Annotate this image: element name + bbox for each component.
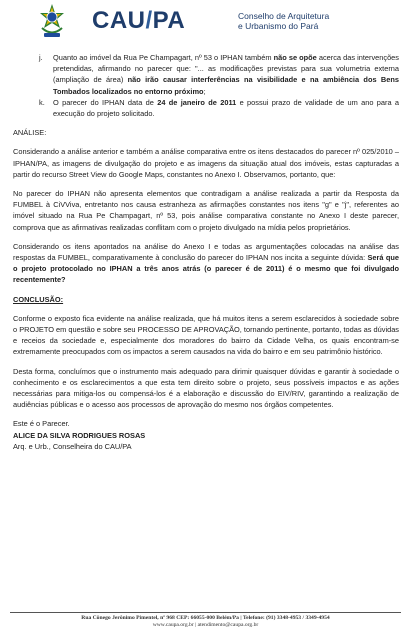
conclusao-heading: CONCLUSÃO: [13, 294, 64, 304]
closing-text: Este é o Parecer. [13, 419, 70, 429]
footer: Rua Cônego Jerônimo Pimentel, nº 968 CEP: 66055-000 Belém/Pa | Telefone: (91) 3348-4953 / 3349-4954 www.caupa.org.br | atendimento@caupa.org.br [81, 615, 330, 628]
council-name: Conselho de Arquitetura e Urbanismo do Pará [238, 11, 330, 31]
paragraph: Considerando os itens apontados na análise do Anexo I e todas as argumentações colocadas na análise das respostas da FUMBEL, comparativamente à conclusão do parecer do IPHAN nos incita a seguinte dúvida: Será que o projeto protocolado no IPHAN a três anos atrás (o parecer é de 2011) é o mesmo que foi divulgado recentemente? [13, 241, 399, 285]
paragraph: Desta forma, concluímos que o instrumento mais adequado para dirimir quaisquer dúvidas e garantir à sociedade o conhecimento e os esclarecimentos a que esta tem direito sobre o projeto, seus possíveis impactos e as ações necessárias para mitiga-los ou compensá-los é a elaboração e discussão do EIV/RIV, garantindo a realização de audiências públicas e o acesso aos processos de aprovação do mesmo nos órgãos competentes. [13, 366, 399, 410]
paragraph: Considerando a análise anterior e também a análise comparativa entre os itens destacados do parecer nº 025/2010 – IPHAN/PA, as imagens de divulgação do projeto e as imagens da situação atual dos imóveis, estas capturadas a partir do recurso Street View do Google Maps, constantes no Anexo I. Observamos, portanto, que: [13, 147, 399, 179]
brazil-coat-of-arms-icon [36, 4, 68, 40]
signature-role: Arq. e Urb., Conselheira do CAU/PA [13, 441, 132, 451]
list-item: k. O parecer do IPHAN data de 24 de janeiro de 2011 e possui prazo de validade de um ano para a execução do projeto solicitado. [39, 97, 399, 119]
paragraph: No parecer do IPHAN não apresenta elementos que contradigam a análise realizada a partir da Resposta da FUMBEL à CiVViva, entretanto nos causa estranheza as afirmações constantes nos itens "g" e "j", referentes ao imóvel situado na Rua Pe Champagart, nº 53, pois análise comparativa constante no Anexo I deste parecer, comprova que as afirmativas realizadas conflitam com o projeto divulgado na mídia pelos proprietários. [13, 189, 399, 232]
list-item: j. Quanto ao imóvel da Rua Pe Champagart, nº 53 o IPHAN também não se opõe acerca das intervenções pretendidas, afirmando no parecer que: "... as modificações previstas para sua volumetria externa (ampliação de área) não irão causar interferências na visibilidade e na ambiência dos Bens Tombados localizados no entorno próximo; [39, 53, 399, 96]
paragraph: Conforme o exposto fica evidente na análise realizada, que há muitos itens a serem esclarecidos à sociedade sobre o PROJETO em questão e sobre seu PROCESSO DE APROVAÇÃO, tornando pertinente, portanto, todas as dúvidas e receios da sociedade e, especialmente dos moradores do bairro da Cidade Velha, os quais encontram-se extremamente preocupados com os impactos a serem causados na vida do bairro e em seu patrimônio histórico. [13, 313, 399, 357]
document-body [13, 52, 399, 452]
footer-divider [10, 612, 401, 613]
analise-heading: ANÁLISE: [13, 128, 47, 138]
brand-logo: CAU/PA [92, 7, 186, 34]
signature-name: ALICE DA SILVA RODRIGUES ROSAS [13, 430, 146, 440]
letterhead [0, 0, 411, 44]
